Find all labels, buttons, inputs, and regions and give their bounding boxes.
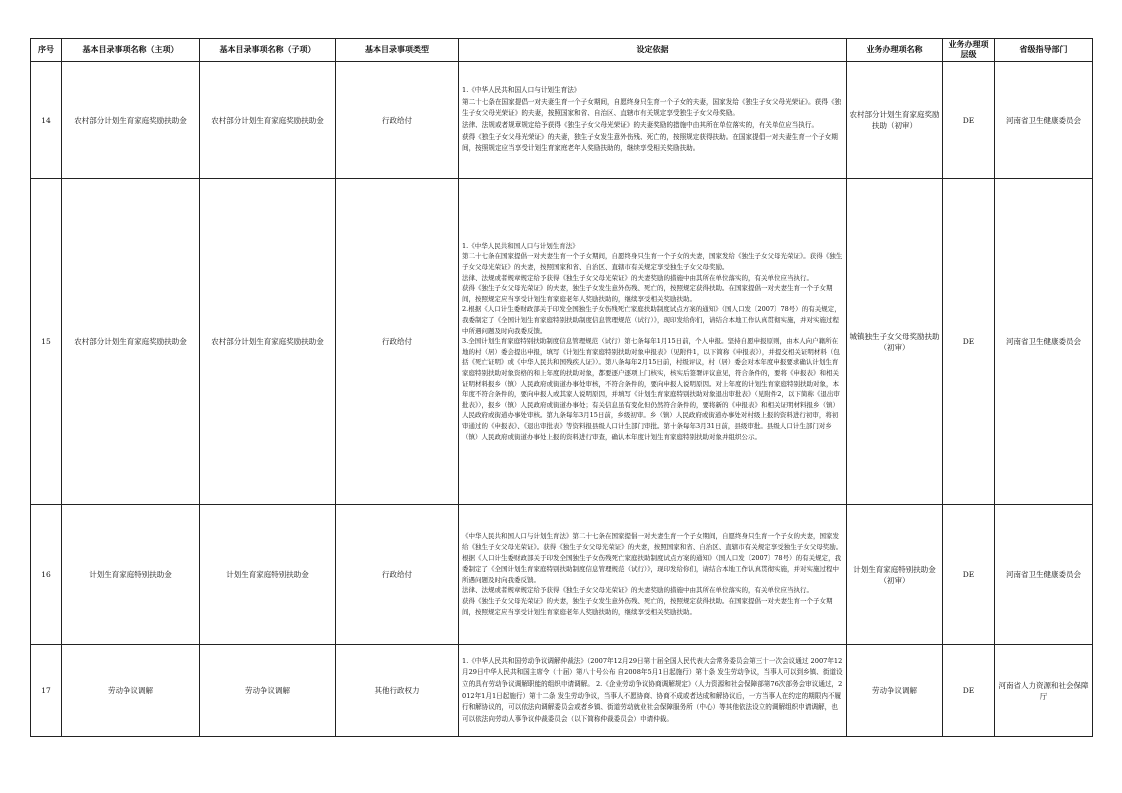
- row-basis: 《中华人民共和国人口与计划生育法》第二十七条在国家提倡一对夫妻生育一个子女期间，自愿终身只生育一个子女的夫妻，国家发给《独生子女父母光荣证》。获得《独生子女父母光荣证》的夫妻，按照国家和省、自治区、直辖市有关规定享受独生子女父母奖励。 根据《人口计生委财政部关于印发全国独生子女伤残死亡家庭扶助制度试点方案的通知》（国人口发〔2007〕78号）的有关规定，我委制定了《全国计划生育家庭特别扶助制度信息管理规范（试行）》，现印发给你们，请结合本地工作认真贯彻实施，并对实施过程中所遇问题及时向我委反馈。 法律、法规或者规章规定给予获得《独生子女父母光荣证》的夫妻奖励的措施中由其所在单位落实的，有关单位应当执行。 获得《独生子女父母光荣证》的夫妻，独生子女发生意外伤残、死亡的，按照规定获得扶助。在国家提倡一对夫妻生育一个子女期间，按照规定应当享受计划生育家庭老年人奖励扶助的，继续享受相关奖励扶助。: [459, 505, 847, 645]
- row-handling-item: 计划生育家庭特别扶助金（初审）: [847, 505, 943, 645]
- row-main-item: 劳动争议调解: [62, 645, 200, 737]
- row-handling-item: 农村部分计划生育家庭奖励扶助（初审）: [847, 62, 943, 179]
- row-dept: 河南省卫生健康委员会: [995, 179, 1093, 505]
- header-no: 序号: [31, 39, 62, 62]
- row-level: DE: [943, 62, 995, 179]
- row-dept: 河南省卫生健康委员会: [995, 62, 1093, 179]
- row-no: 14: [31, 62, 62, 179]
- row-sub-item: 劳动争议调解: [200, 645, 336, 737]
- row-dept: 河南省人力资源和社会保障厅: [995, 645, 1093, 737]
- row-level: DE: [943, 645, 995, 737]
- header-sub-item: 基本目录事项名称（子项）: [200, 39, 336, 62]
- row-type: 行政给付: [336, 62, 459, 179]
- header-type: 基本目录事项类型: [336, 39, 459, 62]
- row-level: DE: [943, 505, 995, 645]
- row-main-item: 农村部分计划生育家庭奖励扶助金: [62, 179, 200, 505]
- row-no: 16: [31, 505, 62, 645]
- row-sub-item: 农村部分计划生育家庭奖励扶助金: [200, 62, 336, 179]
- header-basis: 设定依据: [459, 39, 847, 62]
- row-basis: 1.《中华人民共和国劳动争议调解仲裁法》（2007年12月29日第十届全国人民代表大会常务委员会第三十一次会议通过 2007年12月29日中华人民共和国主席令（十届）第八十号公布 自2008年5月1日起施行）第十条 发生劳动争议，当事人可以到乡镇、街道设立的具有劳动争议调解职能的组织申请调解。 2.《企业劳动争议协商调解规定》（人力资源和社会保障部第76次部务会审议通过，2012年1月1日起施行）第十二条 发生劳动争议，当事人不愿协商、协商不成或者达成和解协议后，一方当事人在约定的期限内不履行和解协议的，可以依法向调解委员会或者乡镇、街道劳动就业社会保障服务所（中心）等其他依法设立的调解组织申请调解，也可以依法向劳动人事争议仲裁委员会（以下简称仲裁委员会）申请仲裁。: [459, 645, 847, 737]
- header-dept: 省级指导部门: [995, 39, 1093, 62]
- row-no: 17: [31, 645, 62, 737]
- header-main-item: 基本目录事项名称（主项）: [62, 39, 200, 62]
- row-sub-item: 计划生育家庭特别扶助金: [200, 505, 336, 645]
- table-row: [31, 505, 1093, 645]
- row-type: 行政给付: [336, 179, 459, 505]
- row-main-item: 计划生育家庭特别扶助金: [62, 505, 200, 645]
- catalog-table: [30, 38, 1093, 737]
- row-dept: 河南省卫生健康委员会: [995, 505, 1093, 645]
- row-sub-item: 农村部分计划生育家庭奖励扶助金: [200, 179, 336, 505]
- row-no: 15: [31, 179, 62, 505]
- table-row: [31, 62, 1093, 179]
- table-row: [31, 645, 1093, 737]
- row-basis: 1.《中华人民共和国人口与计划生育法》 第二十七条在国家提倡一对夫妻生育一个子女期间，自愿终身只生育一个子女的夫妻，国家发给《独生子女父母光荣证》。获得《独生子女父母光荣证》的夫妻，按照国家和省、自治区、直辖市有关规定享受独生子女父母奖励。 法律、法规或者规章规定给予获得《独生子女父母光荣证》的夫妻奖励的措施中由其所在单位落实的，有关单位应当执行。 获得《独生子女父母光荣证》的夫妻，独生子女发生意外伤残、死亡的，按照规定获得扶助。在国家提倡一对夫妻生育一个子女期间，按照规定应当享受计划生育家庭老年人奖励扶助的，继续享受相关奖励扶助。: [459, 62, 847, 179]
- header-level: 业务办理项层级: [943, 39, 995, 62]
- row-level: DE: [943, 179, 995, 505]
- row-basis: 1.《中华人民共和国人口与计划生育法》 第二十七条在国家提倡一对夫妻生育一个子女期间，自愿终身只生育一个子女的夫妻，国家发给《独生子女父母光荣证》。获得《独生子女父母光荣证》的夫妻，按照国家和省、自治区、直辖市有关规定享受独生子女父母奖励。 法律、法规或者规章规定给予获得《独生子女父母光荣证》的夫妻奖励的措施中由其所在单位落实的，有关单位应当执行。 获得《独生子女父母光荣证》的夫妻，独生子女发生意外伤残、死亡的，按照规定获得扶助。在国家提倡一对夫妻生育一个子女期间，按照规定应当享受计划生育家庭老年人奖励扶助的，继续享受相关奖励扶助。 2.根据《人口计生委财政部关于印发全国独生子女伤残死亡家庭扶助制度试点方案的通知》（国人口发〔2007〕78号）的有关规定，我委制定了《全国计划生育家庭特别扶助制度信息管理规范（试行）》，现印发给你们，请结合本地工作认真贯彻实施，并对实施过程中所遇问题及时向我委反馈。 3.全国计划生育家庭特别扶助制度信息管理规范（试行）第七条每年1月15日前，个人申报。坚持自愿申报原则，由本人向户籍所在地的村（居）委会提出申报，填写《计划生育家庭特别扶助对象申报表》（见附件1，以下简称《申报表》），并提交相关证明材料（包括《死亡证明》或《中华人民共和国残疾人证》）。第八条每年2月15日前，村级评议，村（居）委会对本年度申报要求确认计划生育家庭特别扶助对象资格的和上年度的扶助对象，都要逐户逐项上门核实，核实后签署评议意见，符合条件的，要将《申报表》和相关证明材料报乡（镇）人民政府或街道办事处审核，不符合条件的，要向申报人说明原因。对上年度的计划生育家庭特别扶助对象，本年度不符合条件的，要向申报人或其家人说明原因，并填写《计划生育家庭特别扶助对象退出审批表》（见附件2，以下简称《退出审批表》），报乡（镇）人民政府或街道办事处；有关信息虽有变化但仍然符合条件的，要将新的《申报表》和相关证明材料报乡（镇）人民政府或街道办事处审核。第九条每年3月15日前，乡级初审。乡（镇）人民政府或街道办事处对村级上报的资料进行初审，将初审通过的《申报表》、《退出审批表》等资料报县级人口计生部门审批。第十条每年3月31日前，县级审批。县级人口计生部门对乡（镇）人民政府或街道办事处上报的资料进行审查，确认本年度计划生育家庭特别扶助对象并组织公示。: [459, 179, 847, 505]
- row-handling-item: 劳动争议调解: [847, 645, 943, 737]
- header-handling-item: 业务办理项名称: [847, 39, 943, 62]
- header-row: [31, 39, 1093, 62]
- row-type: 其他行政权力: [336, 645, 459, 737]
- row-handling-item: 城镇独生子女父母奖励扶助（初审）: [847, 179, 943, 505]
- table-row: [31, 179, 1093, 505]
- row-type: 行政给付: [336, 505, 459, 645]
- row-main-item: 农村部分计划生育家庭奖励扶助金: [62, 62, 200, 179]
